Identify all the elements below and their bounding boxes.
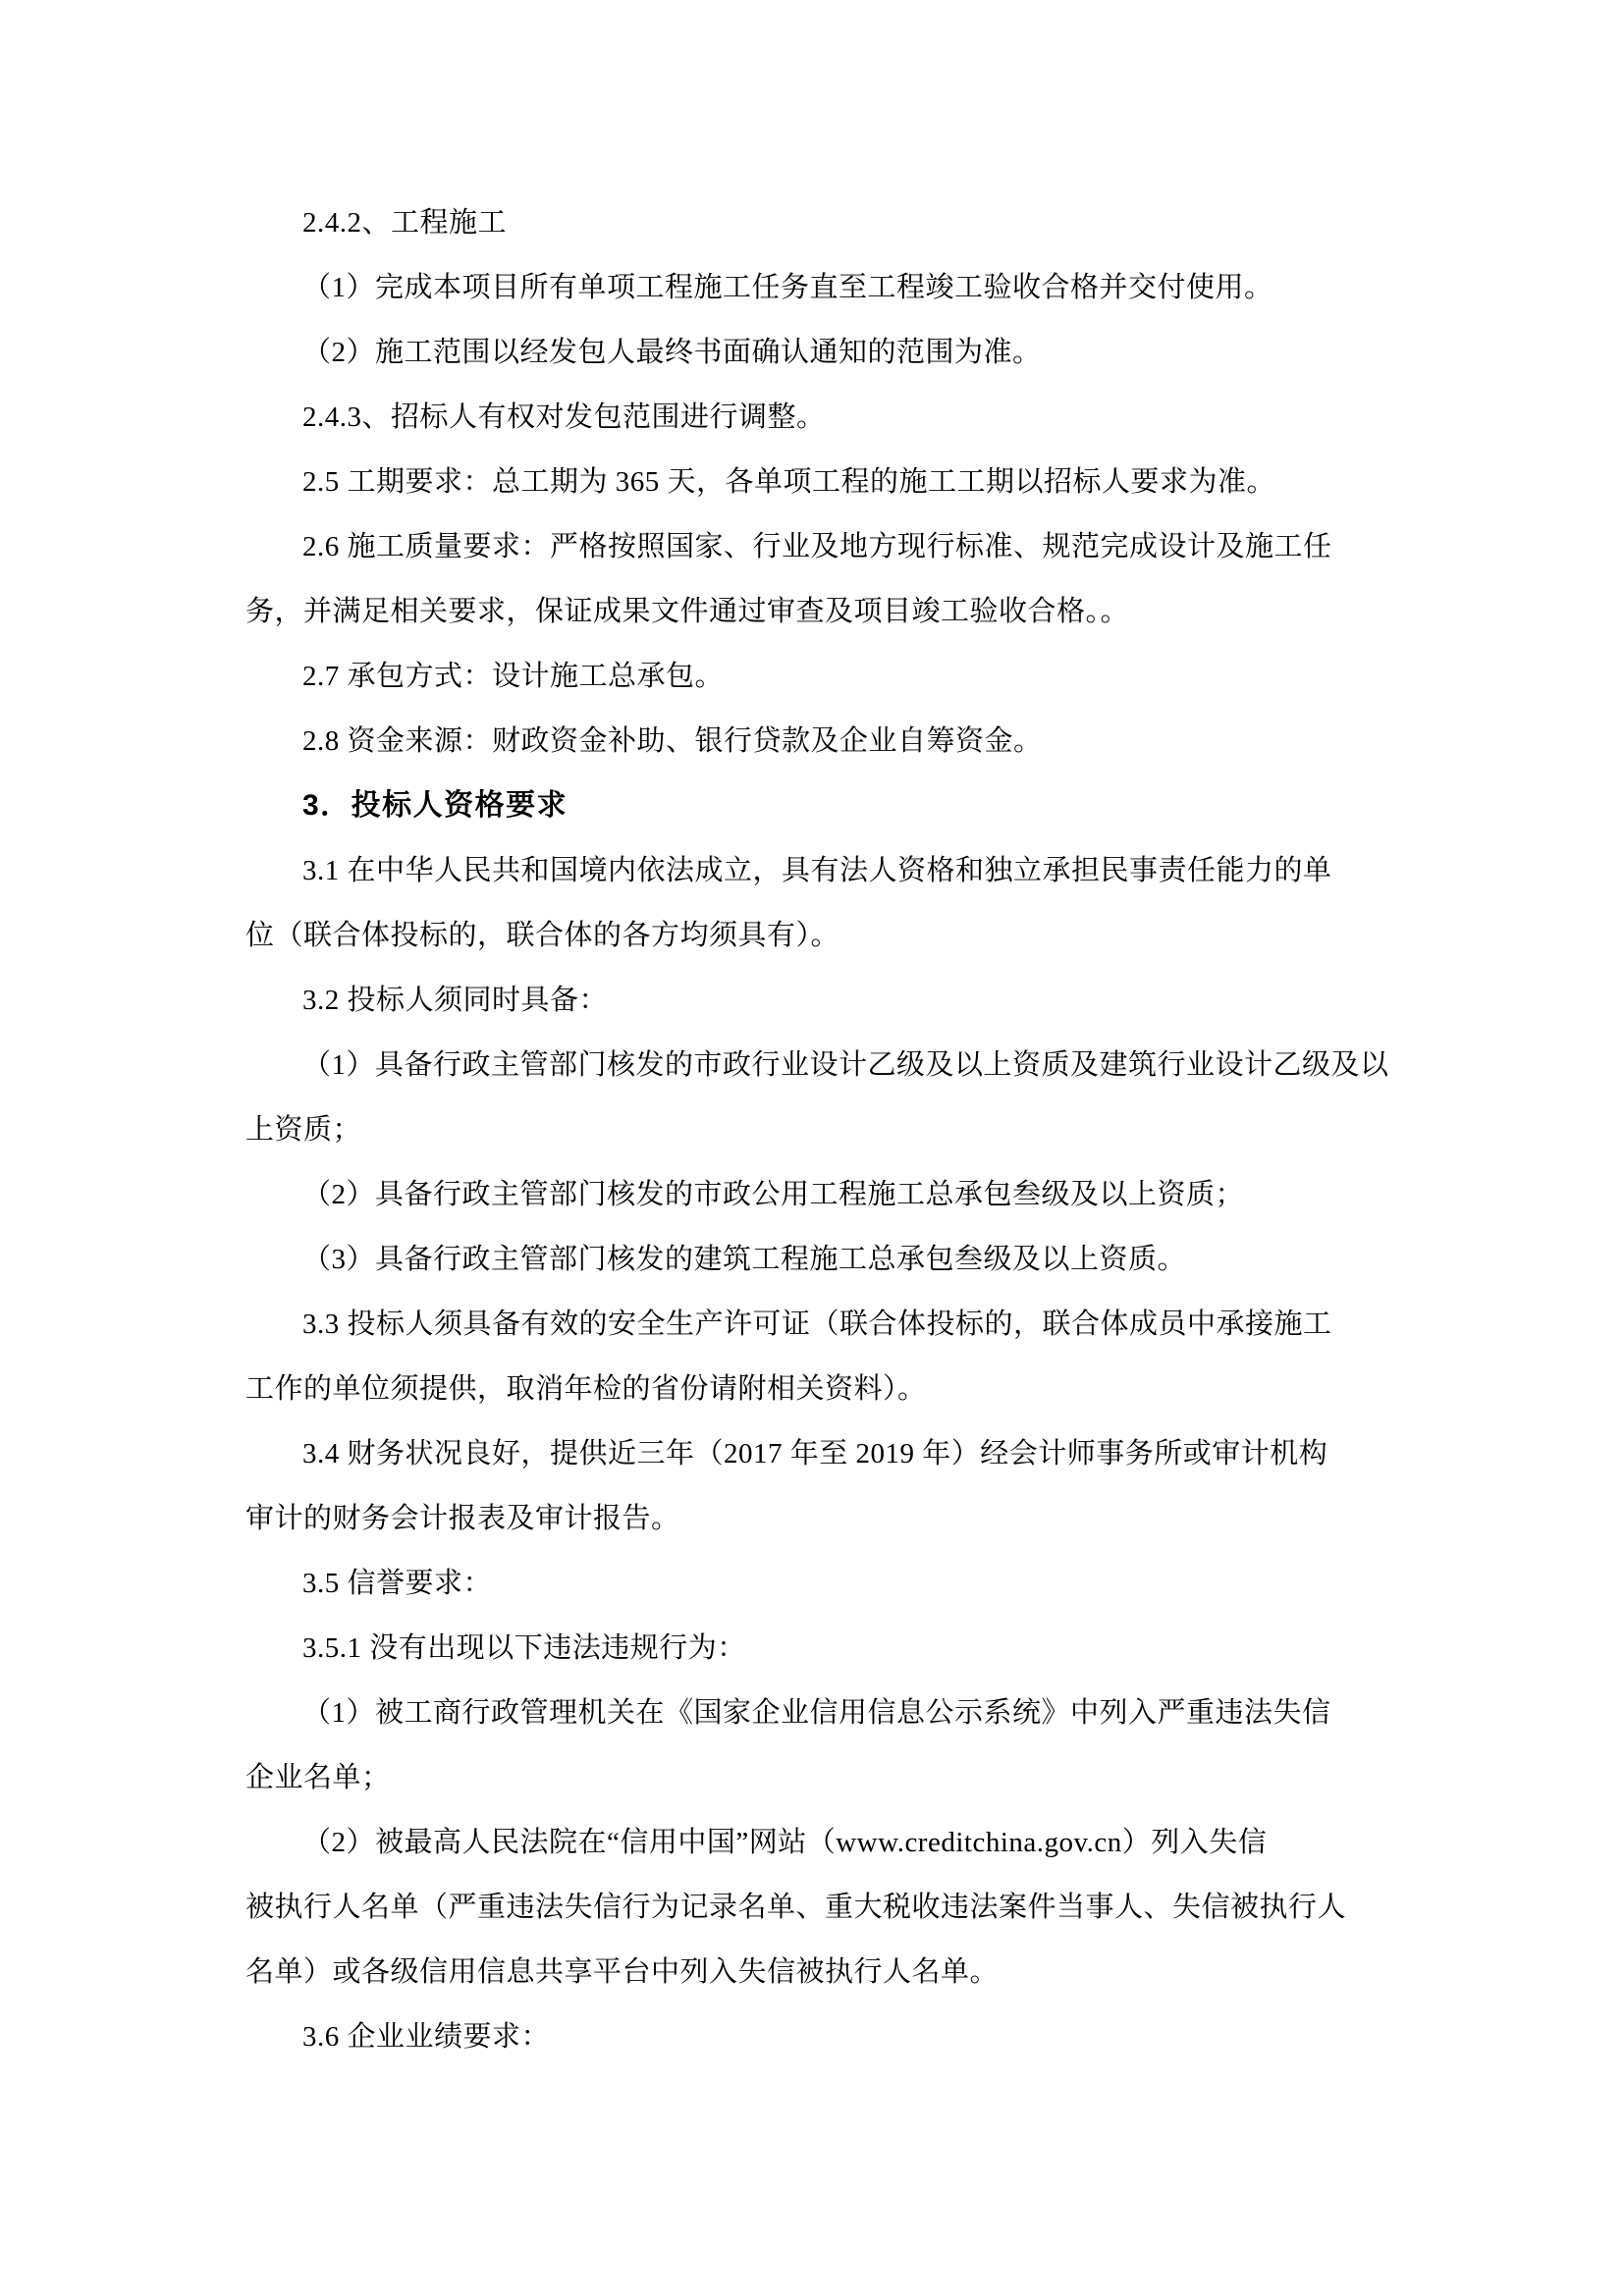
text-line: 2.4.2、工程施工 — [302, 207, 508, 239]
text-line: 2.6 施工质量要求：严格按照国家、行业及地方现行标准、规范完成设计及施工任 — [302, 531, 1332, 562]
text-line: （1）具备行政主管部门核发的市政行业设计乙级及以上资质及建筑行业设计乙级及以 — [302, 1049, 1389, 1081]
text-line: （1）被工商行政管理机关在《国家企业信用信息公示系统》中列入严重违法失信 — [302, 1697, 1331, 1729]
section-heading: 3．投标人资格要求 — [302, 789, 568, 822]
text-line: 3.2 投标人须同时具备： — [302, 985, 609, 1016]
text-line: 2.4.3、招标人有权对发包范围进行调整。 — [302, 401, 826, 433]
text-line: 企业名单； — [245, 1762, 391, 1793]
text-line: （2）施工范围以经发包人最终书面确认通知的范围为准。 — [302, 337, 1042, 368]
document-body — [245, 190, 1389, 2069]
text-line: 被执行人名单（严重违法失信行为记录名单、重大税收违法案件当事人、失信被执行人 — [245, 1892, 1347, 1923]
text-line: 审计的财务会计报表及审计报告。 — [245, 1503, 680, 1534]
text-line: 工作的单位须提供，取消年检的省份请附相关资料）。 — [245, 1373, 927, 1405]
text-line: 2.5 工期要求：总工期为 365 天，各单项工程的施工工期以招标人要求为准。 — [302, 466, 1276, 498]
text-line: 务，并满足相关要求，保证成果文件通过审查及项目竣工验收合格。。 — [245, 596, 1130, 627]
text-line: 3.1 在中华人民共和国境内依法成立，具有法人资格和独立承担民事责任能力的单 — [302, 855, 1332, 886]
text-line: （3）具备行政主管部门核发的建筑工程施工总承包叁级及以上资质。 — [302, 1244, 1187, 1275]
text-line: （2）具备行政主管部门核发的市政公用工程施工总承包叁级及以上资质； — [302, 1179, 1245, 1210]
text-line: 名单）或各级信用信息共享平台中列入失信被执行人名单。 — [245, 1956, 1000, 1988]
text-line: 3.5 信誉要求： — [302, 1568, 493, 1599]
text-line: 3.4 财务状况良好，提供近三年（2017 年至 2019 年）经会计师事务所或审计机构 — [302, 1438, 1328, 1469]
text-line: 上资质； — [245, 1114, 362, 1146]
text-line: （2）被最高人民法院在“信用中国”网站（www.creditchina.gov.cn）列入失信 — [302, 1827, 1268, 1858]
text-line: 2.7 承包方式：设计施工总承包。 — [302, 661, 725, 692]
text-line: 3.6 企业业绩要求： — [302, 2021, 551, 2053]
text-line: 位（联合体投标的，联合体的各方均须具有）。 — [245, 920, 840, 951]
text-line: 3.5.1 没有出现以下违法违规行为： — [302, 1632, 746, 1664]
text-line: 3.3 投标人须具备有效的安全生产许可证（联合体投标的，联合体成员中承接施工 — [302, 1308, 1332, 1340]
text-line: （1）完成本项目所有单项工程施工任务直至工程竣工验收合格并交付使用。 — [302, 272, 1273, 303]
text-line: 2.8 资金来源：财政资金补助、银行贷款及企业自筹资金。 — [302, 725, 1043, 757]
